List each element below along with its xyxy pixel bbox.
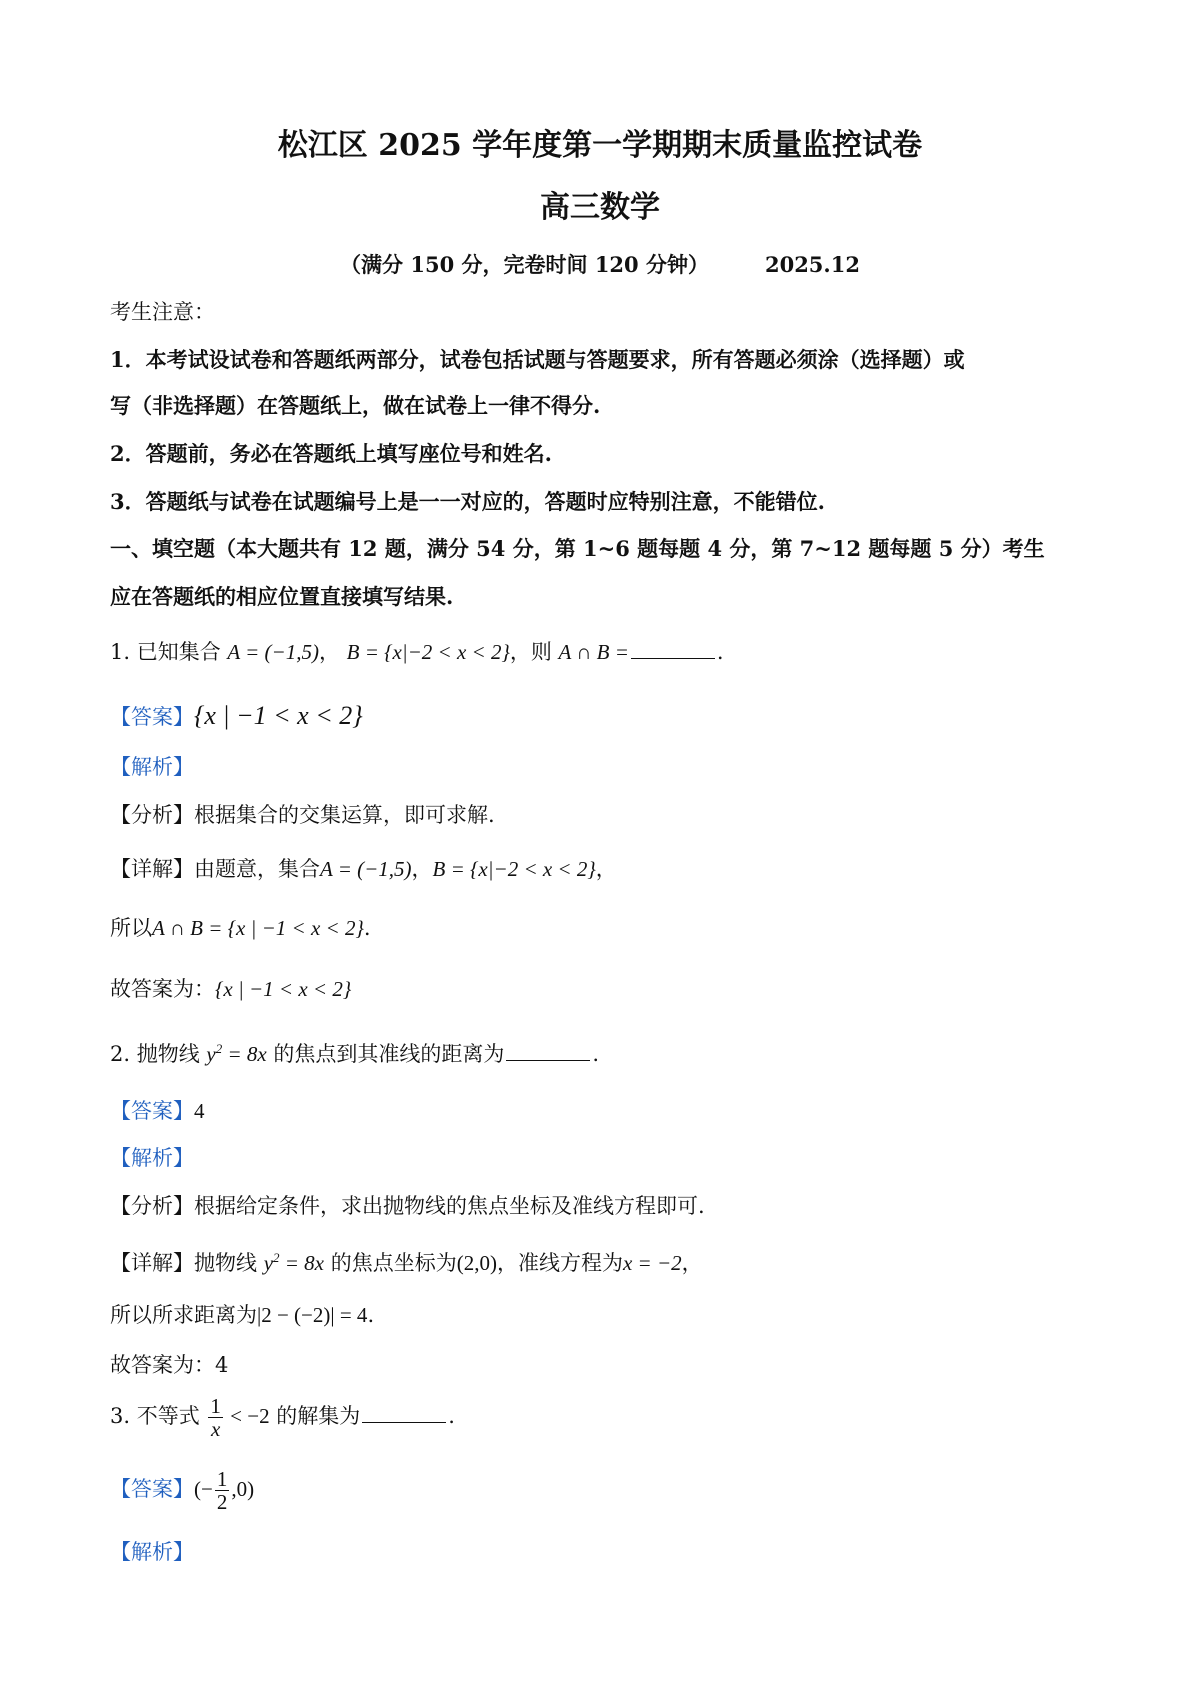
- question-1-prefix: 1. 已知集合: [110, 640, 221, 664]
- question-2-detail-eq-exponent: 2: [273, 1250, 280, 1265]
- answer-label: 【答案】: [110, 705, 194, 729]
- question-2-detail-eq-rest: = 8x: [279, 1251, 325, 1275]
- question-1-detail-set-b: B = {x|−2 < x < 2}: [432, 857, 596, 881]
- question-2-eq-rest: = 8x: [222, 1042, 267, 1066]
- question-3-blank: [362, 1404, 446, 1423]
- question-1-so-prefix: 所以: [110, 916, 152, 940]
- question-2-answer-value: 4: [194, 1099, 205, 1123]
- answer-label: 【答案】: [110, 1099, 194, 1123]
- notice-item-3: 3．答题纸与试卷在试题编号上是一一对应的，答题时应特别注意，不能错位.: [110, 489, 825, 514]
- section-heading-line-2: 应在答题纸的相应位置直接填写结果.: [110, 584, 454, 609]
- answer-label: 【答案】: [110, 1477, 194, 1502]
- notice-item-2: 2．答题前，务必在答题纸上填写座位号和姓名.: [110, 441, 552, 466]
- question-1-conclusion: [110, 916, 371, 941]
- question-2-detail-middle-2: ，准线方程为: [496, 1251, 623, 1275]
- question-2-so-expression: |2 − (−2)| = 4: [257, 1303, 368, 1327]
- question-1-blank: [631, 640, 715, 659]
- question-3-answer-numerator: 1: [216, 1467, 228, 1491]
- question-1-answer-value: {x | −1 < x < 2}: [194, 701, 363, 730]
- question-2-directrix: x = −2: [622, 1251, 682, 1275]
- question-2-detail-prefix: 抛物线: [194, 1251, 257, 1275]
- question-2-blank: [506, 1042, 590, 1061]
- question-2-detail: [110, 1250, 703, 1276]
- question-1: 1. 已知集合 A = (−1,5)， B = {x|−2 < x < 2}，则 A ∩ B = .: [110, 640, 724, 664]
- question-1-so-expression: A ∩ B = {x | −1 < x < 2}: [152, 916, 364, 940]
- question-1-final: [110, 977, 351, 1002]
- question-2-focus: (2,0): [456, 1251, 497, 1275]
- question-2-detail-eq-y: y: [263, 1251, 274, 1275]
- question-1-detail-separator: ，: [411, 857, 433, 881]
- question-2-eq-y: y: [206, 1042, 216, 1066]
- notice-heading: 考生注意：: [110, 300, 215, 324]
- question-2-so-end: .: [367, 1303, 375, 1327]
- question-1-final-value: {x | −1 < x < 2}: [215, 977, 352, 1001]
- question-1-detail-set-a: A = (−1,5): [320, 857, 412, 881]
- question-2-answer: [110, 1099, 205, 1124]
- question-2-equation: [206, 1042, 266, 1066]
- question-3-inequality-rest: < −2: [224, 1404, 270, 1429]
- question-3-fraction-denominator: x: [210, 1417, 221, 1442]
- exam-date: 2025.12: [764, 252, 860, 277]
- question-1-final-prefix: 故答案为：: [110, 977, 215, 1001]
- question-1-set-a: A = (−1,5): [227, 640, 319, 664]
- question-1-solution-label: 【解析】: [110, 755, 194, 779]
- question-2-analysis-text: 根据给定条件，求出抛物线的焦点坐标及准线方程即可.: [194, 1194, 705, 1218]
- question-2-detail-middle: 的焦点坐标为: [330, 1251, 457, 1275]
- question-1-analysis-text: 根据集合的交集运算，即可求解.: [194, 803, 495, 827]
- question-1-analysis: [110, 803, 495, 828]
- question-3-answer-denominator: 2: [216, 1490, 228, 1515]
- question-3-fraction: [208, 1395, 223, 1440]
- question-3-solution-label: 【解析】: [110, 1540, 194, 1564]
- question-1-then: ，则: [509, 640, 552, 664]
- detail-label: 【详解】: [110, 1251, 194, 1275]
- exam-title: 松江区 2025 学年度第一学期期末质量监控试卷: [277, 128, 923, 163]
- question-2-prefix: 2. 抛物线: [110, 1042, 200, 1066]
- question-3-answer-fraction: [215, 1468, 230, 1513]
- question-1-separator: ，: [318, 640, 340, 664]
- question-1-detail: [110, 857, 617, 882]
- question-2-solution-label: 【解析】: [110, 1146, 194, 1170]
- question-1-answer: [110, 700, 363, 731]
- analysis-label: 【分析】: [110, 803, 194, 827]
- question-1-detail-end: ，: [595, 857, 617, 881]
- notice-item-1-line-1: 1．本考试设试卷和答题纸两部分，试卷包括试题与答题要求，所有答题必须涂（选择题）或: [110, 347, 965, 372]
- question-1-set-b: B = {x|−2 < x < 2}: [346, 640, 510, 664]
- question-3-prefix: 3. 不等式: [110, 1404, 200, 1429]
- question-2: 2. 抛物线 $y^2 = 8x$ 的焦点到其准线的距离为 .: [110, 1041, 600, 1066]
- question-3: 3. 不等式 $\frac{1}{x}$ < −2 的解集为 .: [110, 1394, 455, 1442]
- question-3-answer-close: ,0): [231, 1477, 255, 1502]
- question-3-answer-open: (−: [194, 1477, 213, 1502]
- question-2-detail-end: ，: [681, 1251, 703, 1275]
- question-2-conclusion: [110, 1303, 374, 1328]
- detail-label: 【详解】: [110, 857, 194, 881]
- question-2-final: 故答案为：4: [110, 1353, 229, 1377]
- notice-item-1-line-2: 写（非选择题）在答题纸上，做在试卷上一律不得分.: [110, 393, 601, 418]
- question-1-detail-prefix: 由题意，集合: [194, 857, 320, 881]
- question-2-detail-equation: [264, 1251, 324, 1275]
- section-heading-line-1: 一、填空题（本大题共有 12 题，满分 54 分，第 1~6 题每题 4 分，第 7~12 题每题 5 分）考生: [110, 536, 1045, 561]
- question-3-answer: [110, 1468, 254, 1513]
- exam-subject: 高三数学: [540, 190, 660, 225]
- exam-score-time: （满分 150 分，完卷时间 120 分钟）: [340, 252, 709, 277]
- question-2-suffix: 的焦点到其准线的距离为: [273, 1042, 505, 1066]
- question-2-so-prefix: 所以所求距离为: [110, 1303, 257, 1327]
- question-2-analysis: [110, 1194, 705, 1219]
- question-1-expression: A ∩ B =: [558, 640, 629, 664]
- question-3-fraction-numerator: 1: [210, 1394, 221, 1418]
- exam-info: [0, 252, 1200, 277]
- question-1-so-end: .: [363, 916, 371, 940]
- analysis-label: 【分析】: [110, 1194, 194, 1218]
- question-2-eq-exponent: 2: [215, 1041, 223, 1056]
- question-3-suffix: 的解集为: [276, 1404, 361, 1429]
